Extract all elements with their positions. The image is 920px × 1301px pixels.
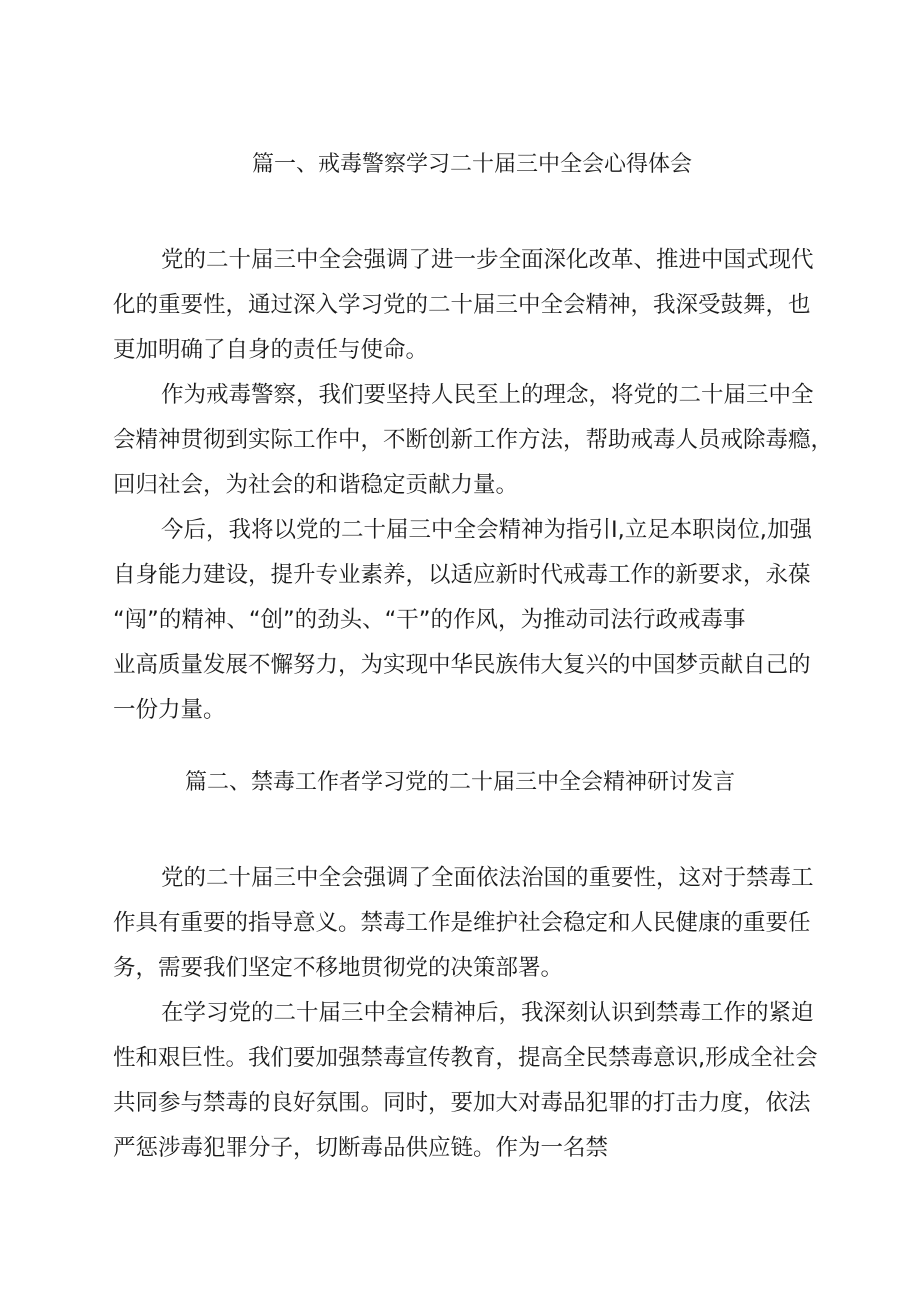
text-line: 党的二十届三中全会强调了全面依法治国的重要性，这对于禁毒工 bbox=[161, 865, 814, 891]
section-1-paragraph-3 bbox=[113, 508, 833, 733]
text-line: “闯”的精神、“创”的劲头、“干”的作风，为推动司法行政戒毒事 bbox=[113, 607, 746, 633]
text-line: 化的重要性，通过深入学习党的二十届三中全会精神，我深受鼓舞，也 bbox=[113, 292, 811, 318]
section-2-title: 篇二、禁毒工作者学习党的二十届三中全会精神研讨发言 bbox=[184, 770, 735, 795]
text-line: 性和艰巨性。我们要加强禁毒宣传教育，提高全民禁毒意识,形成全社会 bbox=[113, 1045, 818, 1071]
text-line: 党的二十届三中全会强调了进一步全面深化改革、推进中国式现代 bbox=[161, 247, 814, 273]
section-2-paragraph-2 bbox=[113, 991, 833, 1171]
section-1-paragraph-1 bbox=[113, 238, 833, 373]
text-line: 今后，我将以党的二十届三中全会精神为指引I,立足本职岗位,加强 bbox=[161, 517, 812, 543]
text-line: 回归社会，为社会的和谐稳定贡献力量。 bbox=[113, 472, 519, 498]
section-1-paragraph-2 bbox=[113, 373, 833, 508]
text-line: 作具有重要的指导意义。禁毒工作是维护社会稳定和人民健康的重要任 bbox=[113, 910, 811, 936]
text-line: 严惩涉毒犯罪分子，切断毒品供应链。作为一名禁 bbox=[113, 1135, 609, 1161]
text-line: 自身能力建设，提升专业素养，以适应新时代戒毒工作的新要求，永葆 bbox=[113, 562, 811, 588]
text-line: 业高质量发展不懈努力，为实现中华民族伟大复兴的中国梦贡献自己的 bbox=[113, 652, 811, 678]
text-line: 作为戒毒警察，我们要坚持人民至上的理念，将党的二十届三中全 bbox=[161, 382, 814, 408]
text-line: 务，需要我们坚定不移地贯彻党的决策部署。 bbox=[113, 955, 564, 981]
section-2-paragraph-1 bbox=[113, 856, 833, 991]
text-line: 会精神贯彻到实际工作中，不断创新工作方法，帮助戒毒人员戒除毒瘾， bbox=[113, 427, 834, 453]
text-line: 共同参与禁毒的良好氛围。同时，要加大对毒品犯罪的打击力度，依法 bbox=[113, 1090, 811, 1116]
section-1-title: 篇一、戒毒警察学习二十届三中全会心得体会 bbox=[251, 152, 692, 177]
text-line: 在学习党的二十届三中全会精神后，我深刻认识到禁毒工作的紧迫 bbox=[161, 1000, 814, 1026]
text-line: 一份力量。 bbox=[113, 697, 226, 723]
text-line: 更加明确了自身的责任与使命。 bbox=[113, 337, 429, 363]
